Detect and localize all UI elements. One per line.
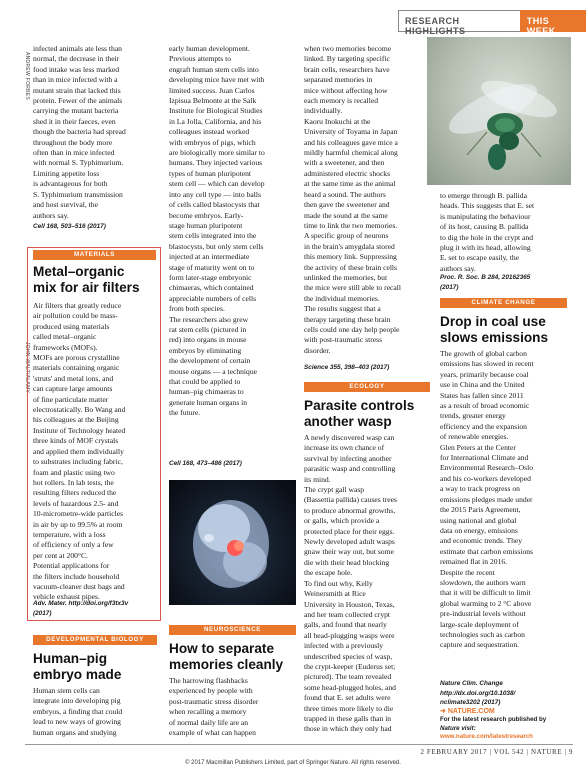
section-title: RESEARCH HIGHLIGHTS xyxy=(398,10,520,32)
wasp-body-end: to emerge through B. pallida heads. This suggests that E. set is manipulating the behaviour of its host, causing B. pallida to dig the hole in the crypt and plug it with its head, allowing E. set to escape easily, the authors say. xyxy=(440,191,535,273)
materials-body: Air filters that greatly reduce air pollution could be mass- produced using materials called metal–organic frameworks (MOFs). MOFs are porous crystalline materials containing organic 'struts' and metal ions, and can capture large amounts of fine particulate matter electrostatically. Bo Wang and his colleagues at the Beijing Institute of Technology heated three kinds of MOF crystals and applied them individually to substrates including fabric, foam and plastic using two hot rollers. In lab tests, the resulting filters reduced the levels of hazardous 2.5- and 10-micrometre-wide particles in air by up to 99.5% at room temperature, with a loss of efficiency of only a few per cent at 200°C. Potential applications for the filters include household vacuum-cleaner dust bags and vehicle exhaust pipes. xyxy=(33,301,126,602)
materials-tag: MATERIALS xyxy=(33,250,156,260)
nature-badge xyxy=(440,707,570,716)
materials-ref: Adv. Mater. http://doi.org/f3tx3v (2017) xyxy=(33,600,129,617)
neuroscience-body-start: The harrowing flashbacks experienced by people with post-traumatic stress disorder when recalling a memory of normal daily life are an example of what can happen xyxy=(169,676,259,738)
col1-intro-text: infected animals ate less than normal, the decrease in their food intake was less marked than in mice infected with a mutant strain that lacked this protein. Fewer of the animals carrying the mutant bacteria shed it in their faeces, even though the bacteria had spread throughout the body more often than in mice infected with normal S. Typhimurium. Limiting appetite loss is advantageous for both S. Typhimurium transmission and host survival, the authors say. xyxy=(33,44,126,220)
materials-headline: Metal–organic mix for air filters xyxy=(33,264,140,295)
climate-headline: Drop in coal use slows emissions xyxy=(440,314,549,345)
ecology-body: A newly discovered wasp can increase its own chance of survival by infecting another parasitic wasp and controlling its mind. The crypt gall wasp (Bassettia pallida) causes trees to produce abnormal growths, or galls, which provide a protected place for their eggs. Newly developed adult wasps gnaw their way out, but some die with their head blocking the escape hole. To find out why, Kelly Weinersmith at Rice University in Houston, Texas, and her team collected crypt galls, and found that nearly all head-plugging wasps were infected with a previously undescribed species of wasp, the crypt-keeper (Euderus set; pictured). The team revealed some head-plugged holes, and found that E. set adults were three times more likely to die trapped in these galls than in those in which they only had xyxy=(304,433,397,734)
photo-credit-mid: JOHN WALT/ALAMY xyxy=(24,342,30,394)
neuroscience-headline: How to separate memories cleanly xyxy=(169,641,284,672)
copyright: © 2017 Macmillan Publishers Limited, part of Springer Nature. All rights reserved. xyxy=(185,760,401,766)
photo-credit-top: ANDREW FORBES xyxy=(24,52,30,101)
climate-body: The growth of global carbon emissions has slowed in recent years, primarily because coal use in China and the United States has fallen since 2011 as a result of broad economic trends, greater energy efficiency and the expansion of renewable energies. Glen Peters at the Center for International Climate and Environmental Research–Oslo and his co-workers developed a way to track progress on emissions pledges made under the 2015 Paris Agreement, using national and global data on energy, emissions and economic trends. They estimate that carbon emissions remained flat in 2016. Despite the recent slowdown, the authors warn that it will be difficult to limit global warming to 2 °C above pre-industrial levels without large-scale deployment of technologies such as carbon capture and sequestration. xyxy=(440,349,534,650)
devbio-headline: Human–pig embryo made xyxy=(33,651,122,682)
page-folio: 2 FEBRUARY 2017 | VOL 542 | NATURE | 9 xyxy=(420,748,573,756)
arrow-icon: ➜ xyxy=(440,708,446,715)
ecology-headline: Parasite controls another wasp xyxy=(304,398,415,429)
embryo-photo xyxy=(169,480,296,605)
climate-tag: CLIMATE CHANGE xyxy=(440,298,567,308)
nature-promo-url[interactable]: www.nature.com/latestresearch xyxy=(440,733,533,740)
section-header xyxy=(398,10,586,36)
climate-ref: Nature Clim. Change http://dx.doi.org/10.1038/ nclimate3202 (2017) xyxy=(440,680,516,706)
col1-intro-ref: Cell 168, 503–516 (2017) xyxy=(33,223,106,230)
nature-badge-label: NATURE.COM xyxy=(447,708,495,715)
nature-promo-line1: For the latest research published by xyxy=(440,716,547,723)
col3-ref: Science 355, 398–403 (2017) xyxy=(304,364,390,371)
wasp-photo xyxy=(427,37,571,185)
nature-promo xyxy=(440,707,570,742)
wasp-illustration xyxy=(427,37,571,185)
col2-ref: Cell 168, 473–486 (2017) xyxy=(169,460,242,467)
col3-body: when two memories become linked. By targeting specific brain cells, researchers have separated memories in mice without affecting how each memory is recalled individually. Kaoru Inokuchi at the University of Toyama in Japan and his colleagues gave mice a mildly harmful chemical along with a sweetener, and then administered electric shocks at the same time as the animal heard a sound. The authors then gave the sweetener and made the sound at the same time to link the two memories. A specific group of neurons in the brain's amygdala stored this memory link. Suppressing the activity of these brain cells unlinked the memories, but the mice were still able to recall the individual memories. The results suggest that a therapy targeting these brain cells could one day help people with post-traumatic stress disorder. xyxy=(304,44,401,355)
col2-body: early human development. Previous attempts to engraft human stem cells into developing mice have met with limited success. Juan Carlos Izpisua Belmonte at the Salk Institute for Biological Studies in La Jolla, California, and his colleagues instead worked with embryos of pigs, which are biologically more similar to humans. They injected various types of human pluripotent stem cell — which can develop into any cell type — into balls of cells called blastocysts that become embryos. Early- stage human pluripotent stem cells integrated into the blastocysts, but only stem cells injected at an intermediate stage of maturity went on to form later-stage embryonic chimaeras, which contained appreciable numbers of cells from both species. The researchers also grew rat stem cells (pictured in red) into organs in mouse embryos by eliminating the development of certain mouse organs — a technique that could be applied to human–pig chimaeras to generate human organs in the future. xyxy=(169,44,265,418)
section-week-badge: THIS WEEK xyxy=(520,10,586,32)
wasp-ref: Proc. R. Soc. B 284, 20162365 (2017) xyxy=(440,274,531,291)
devbio-tag: DEVELOPMENTAL BIOLOGY xyxy=(33,635,157,645)
ecology-tag: ECOLOGY xyxy=(304,382,430,392)
nature-promo-line2: Nature visit: xyxy=(440,724,476,732)
embryo-illustration xyxy=(169,480,296,605)
footer-rule xyxy=(25,744,573,745)
devbio-body-start: Human stem cells can integrate into developing pig embryos, a finding that could lead to new ways of growing human organs and studying xyxy=(33,686,123,737)
neuroscience-tag: NEUROSCIENCE xyxy=(169,625,296,635)
